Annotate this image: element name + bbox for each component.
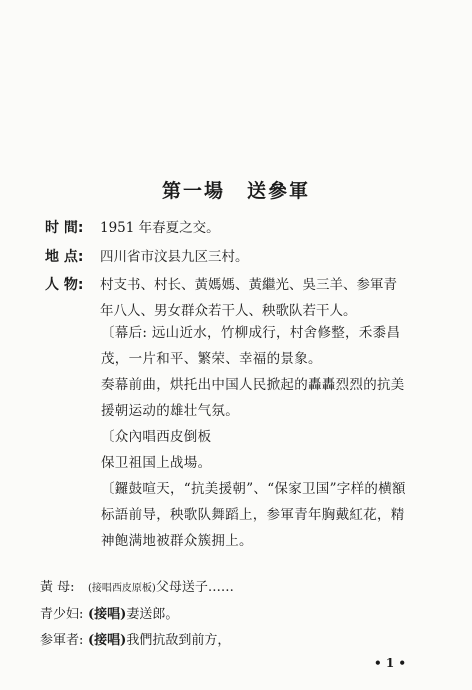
people-value (100, 276, 445, 321)
stage-direction-3 (101, 424, 441, 476)
speaker-name: 参軍者: (40, 633, 84, 648)
stage-direction-line: 标語前导，秧歌队舞蹈上，参軍青年胸戴紅花，精 (101, 507, 405, 523)
stage-direction-line: 茂，一片和平、繁荣、幸福的景象。 (101, 351, 322, 367)
scene-title (0, 176, 472, 203)
time-row (45, 219, 445, 238)
speaker-name: 黃 母: (40, 580, 75, 595)
place-value: 四川省市汶县九区三村。 (100, 249, 249, 265)
people-line: 村支书、村长、黃媽媽、黃繼光、吳三羊、参軍青 (100, 277, 397, 293)
page-number: • 1 • (373, 656, 407, 670)
stage-direction-4 (101, 476, 441, 554)
stage-direction-line: 〔幕后: 远山近水，竹柳成行，村舍修整，禾黍昌 (101, 325, 401, 341)
people-row (45, 276, 445, 321)
singing-direction: (接唱) (88, 607, 127, 622)
dialogue-line (40, 631, 440, 651)
time-value: 1951 年春夏之交。 (100, 220, 220, 236)
stage-direction-2 (101, 372, 441, 424)
scene-number: 第一場 (161, 180, 225, 202)
singing-direction: (接唱) (88, 633, 127, 648)
speaker-name: 青少妇: (40, 607, 84, 622)
time-label: 时 間: (45, 220, 84, 236)
dialogue-line (40, 578, 440, 599)
dialogue-text: 父母送子…… (155, 580, 234, 595)
stage-direction-line: 〔鑼鼓喧天，“抗美援朝”、“保家卫国”字样的横額 (101, 481, 406, 497)
dialogue-text: 我們抗敌到前方， (126, 633, 231, 648)
people-line: 年八人、男女群众若干人、秧歌队若干人。 (100, 303, 357, 319)
dialogue-text: 妻送郎。 (126, 607, 179, 622)
stage-direction-line: 〔众內唱西皮倒板 (101, 429, 212, 445)
place-label: 地 点: (45, 249, 84, 265)
stage-direction-1 (101, 320, 441, 372)
stage-direction-line: 保卫祖国上战場。 (101, 455, 212, 471)
stage-direction-line: 神飽满地被群众簇拥上。 (101, 533, 253, 549)
people-label: 人 物: (45, 277, 84, 293)
stage-direction-line: 奏幕前曲，烘托出中国人民掀起的轟轟烈烈的抗美 (101, 377, 405, 393)
scene-name: 送參軍 (247, 180, 311, 202)
stage-direction-line: 援朝运动的雄壮气氛。 (101, 403, 239, 419)
dialogue-line (40, 605, 440, 625)
place-row (45, 248, 445, 267)
singing-direction: (接唱西皮原板) (88, 583, 156, 594)
